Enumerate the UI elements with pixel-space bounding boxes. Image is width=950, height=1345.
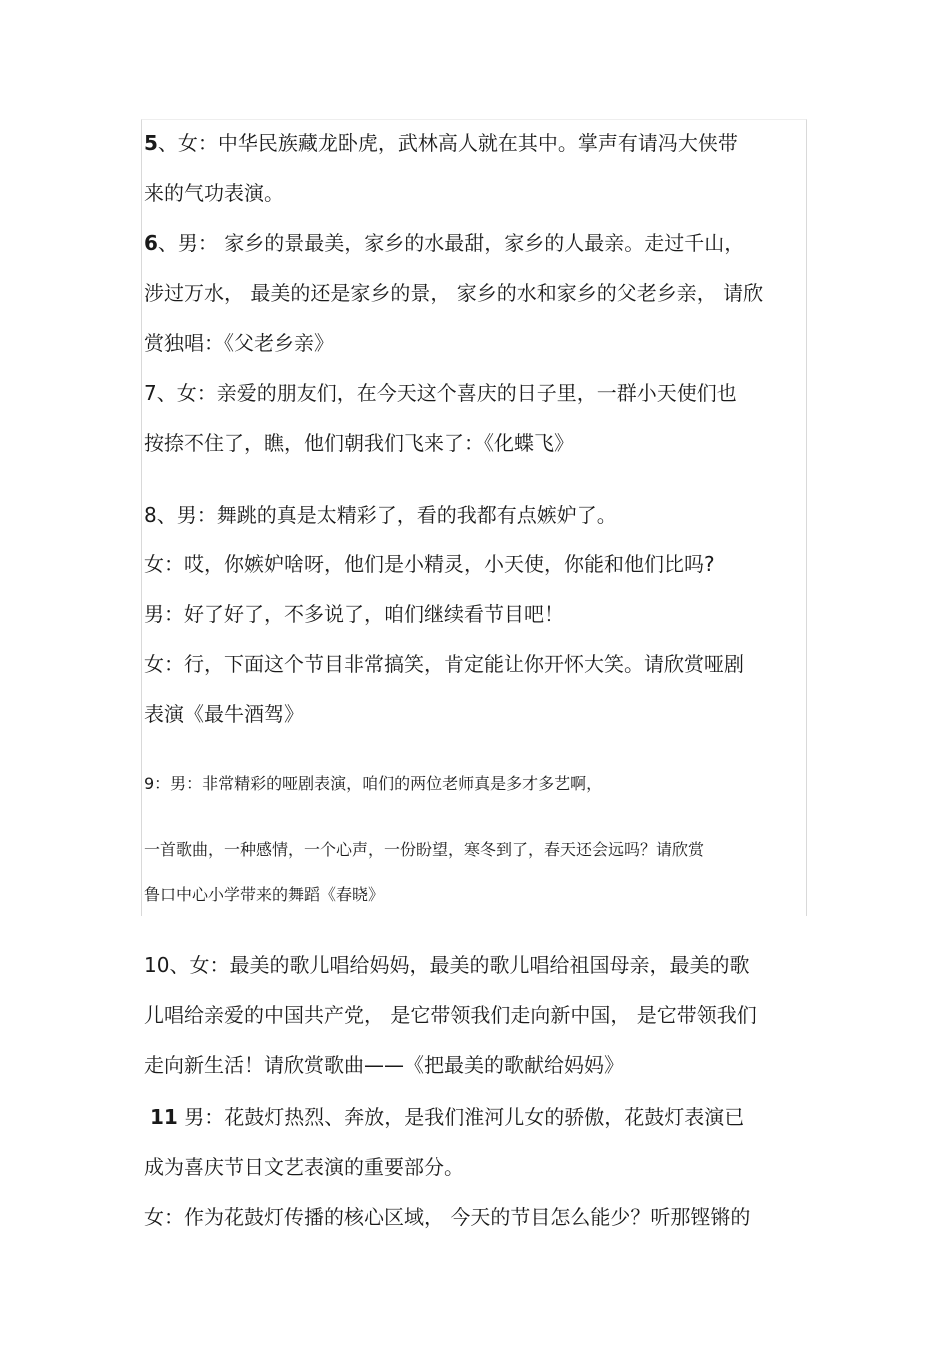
line-text: 9：男：非常精彩的哑剧表演，咱们的两位老师真是多才多艺啊，: [144, 774, 603, 793]
text-line: [144, 601, 564, 627]
item-number: 6: [144, 231, 158, 255]
text-line: [144, 430, 574, 456]
text-line: [144, 230, 744, 256]
text-line: [144, 1204, 750, 1230]
text-line: [144, 180, 284, 206]
line-text: 女：行，下面这个节目非常搞笑，肯定能让你开怀大笑。请欣赏哑剧: [144, 652, 744, 676]
item-number: 11: [150, 1105, 178, 1129]
line-text: 走向新生活！请欣赏歌曲——《把最美的歌献给妈妈》: [144, 1053, 624, 1077]
text-line: [144, 502, 617, 528]
text-line: [150, 1104, 744, 1130]
line-text: 女：哎，你嫉妒啥呀，他们是小精灵，小天使，你能和他们比吗?: [144, 552, 715, 576]
text-line: [144, 952, 749, 978]
line-text: 7、女：亲爱的朋友们，在今天这个喜庆的日子里，一群小天使们也: [144, 381, 737, 405]
line-text: 儿唱给亲爱的中国共产党， 是它带领我们走向新中国， 是它带领我们: [144, 1003, 757, 1027]
line-text: 男：花鼓灯热烈、奔放，是我们淮河儿女的骄傲，花鼓灯表演已: [184, 1105, 745, 1129]
line-text: 、女：中华民族藏龙卧虎，武林高人就在其中。掌声有请冯大侠带: [157, 131, 738, 155]
line-text: 一首歌曲，一种感情，一个心声，一份盼望，寒冬到了，春天还会远吗？请欣赏: [144, 840, 705, 859]
line-text: 10、女：最美的歌儿唱给妈妈，最美的歌儿唱给祖国母亲，最美的歌: [144, 953, 750, 977]
text-line: [144, 1154, 464, 1180]
item-number: 5: [144, 131, 158, 155]
line-text: 8、男：舞跳的真是太精彩了，看的我都有点嫉妒了。: [144, 503, 617, 527]
text-line: [144, 773, 602, 795]
line-text: 赏独唱：《父老乡亲》: [144, 331, 334, 355]
line-text: 表演《最牛酒驾》: [144, 702, 304, 726]
line-text: 女：作为花鼓灯传播的核心区域， 今天的节目怎么能少？听那铿锵的: [144, 1205, 751, 1229]
line-text: 、男： 家乡的景最美，家乡的水最甜，家乡的人最亲。走过千山，: [157, 231, 745, 255]
text-line: [144, 551, 715, 577]
text-line: [144, 651, 744, 677]
line-text: 涉过万水， 最美的还是家乡的景， 家乡的水和家乡的父老乡亲， 请欣: [144, 281, 764, 305]
text-line: [144, 884, 384, 906]
text-line: [144, 839, 704, 861]
line-text: 来的气功表演。: [144, 181, 284, 205]
text-line: [144, 1052, 624, 1078]
text-line: [144, 130, 738, 156]
line-text: 鲁口中心小学带来的舞蹈《春晓》: [144, 885, 385, 904]
text-line: [144, 380, 737, 406]
text-line: [144, 280, 763, 306]
line-text: 男：好了好了，不多说了，咱们继续看节目吧！: [144, 602, 564, 626]
text-line: [144, 330, 334, 356]
text-line: [144, 1002, 757, 1028]
line-text: 成为喜庆节日文艺表演的重要部分。: [144, 1155, 464, 1179]
text-line: [144, 701, 304, 727]
line-text: 按捺不住了，瞧，他们朝我们飞来了：《化蝶飞》: [144, 431, 574, 455]
